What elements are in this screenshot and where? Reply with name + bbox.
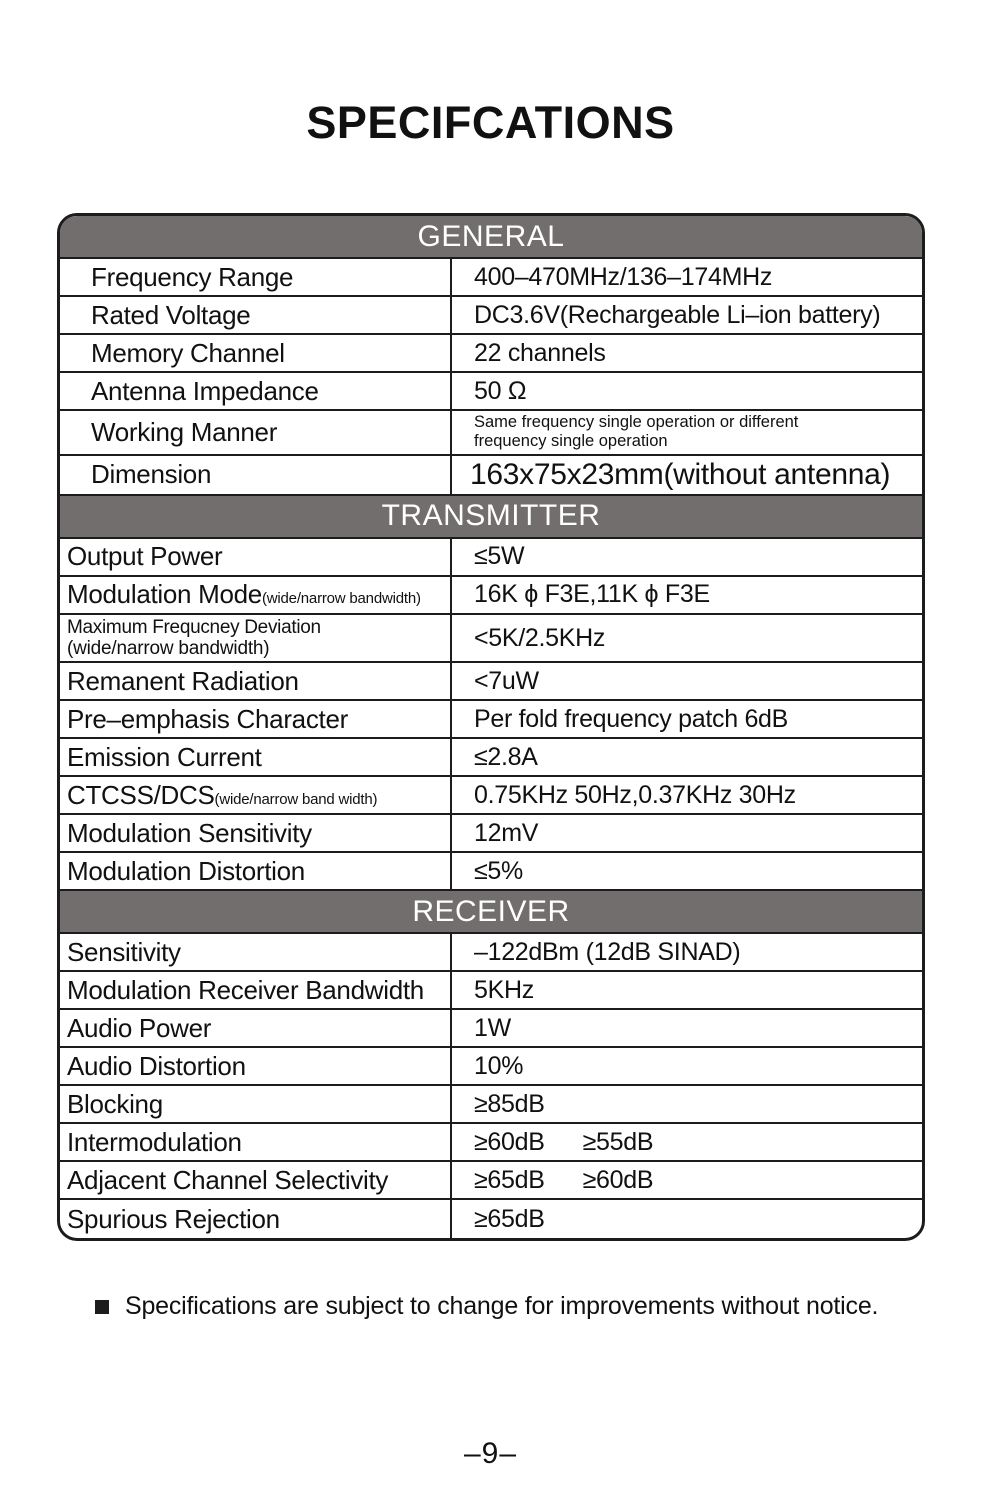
- spec-label: CTCSS/DCS: [67, 779, 215, 810]
- spec-value-cell: [452, 1086, 922, 1122]
- table-row: [60, 739, 922, 777]
- spec-label: Frequency Range: [91, 261, 294, 292]
- spec-value-cell: [452, 701, 922, 737]
- spec-value-cell: [452, 777, 922, 813]
- spec-value-cell: [452, 335, 922, 371]
- footnote-text: Specifications are subject to change for improvements without notice.: [125, 1292, 879, 1320]
- spec-label-cell: [60, 1200, 452, 1238]
- table-row: [60, 663, 922, 701]
- spec-label: Modulation Mode: [67, 579, 262, 610]
- spec-label-cell: [60, 739, 452, 775]
- spec-value-cell: [452, 1048, 922, 1084]
- table-row: [60, 1200, 922, 1238]
- spec-label: Memory Channel: [91, 337, 285, 368]
- spec-value-cell: [452, 815, 922, 851]
- table-row: [60, 1010, 922, 1048]
- spec-label-cell: [60, 411, 452, 454]
- spec-value: 10%: [474, 1051, 524, 1080]
- section-header-general: GENERAL: [60, 216, 922, 259]
- spec-label-cell: [60, 972, 452, 1008]
- spec-label: Rated Voltage: [91, 299, 251, 330]
- spec-value-cell: [452, 1162, 922, 1198]
- table-row: [60, 411, 922, 456]
- spec-label-cell: [60, 297, 452, 333]
- spec-label: Dimension: [91, 459, 212, 490]
- spec-value-cell: [452, 972, 922, 1008]
- spec-label: Modulation Distortion: [67, 855, 305, 886]
- spec-value: DC3.6V(Rechargeable Li–ion battery): [474, 300, 881, 329]
- spec-value-cell: [452, 1010, 922, 1046]
- section-header-transmitter: TRANSMITTER: [60, 496, 922, 539]
- table-row: [60, 1162, 922, 1200]
- spec-value-cell: [452, 934, 922, 970]
- table-row: [60, 259, 922, 297]
- table-row: [60, 456, 922, 496]
- section-header-receiver: RECEIVER: [60, 891, 922, 934]
- spec-value: 163x75x23mm(without antenna): [470, 457, 891, 491]
- spec-value-cell: [452, 456, 922, 494]
- spec-label-suffix: (wide/narrow bandwidth): [67, 638, 270, 660]
- spec-label-cell: [60, 777, 452, 813]
- specifications-table: [57, 213, 925, 1241]
- spec-label-cell: [60, 335, 452, 371]
- spec-label: Sensitivity: [67, 936, 181, 967]
- spec-label-cell: [60, 615, 452, 662]
- spec-label: Modulation Receiver Bandwidth: [67, 974, 424, 1005]
- spec-value: ≥65dB: [474, 1165, 545, 1194]
- section-receiver: [60, 891, 922, 1238]
- square-bullet-icon: [95, 1300, 109, 1314]
- spec-value-cell: [452, 663, 922, 699]
- spec-value: 400–470MHz/136–174MHz: [474, 262, 773, 291]
- spec-value: ≤5W: [474, 542, 525, 571]
- spec-label: Intermodulation: [67, 1126, 242, 1157]
- spec-label: Emission Current: [67, 741, 262, 772]
- spec-label-suffix: (wide/narrow bandwidth): [261, 590, 421, 608]
- spec-label: Spurious Rejection: [67, 1203, 280, 1234]
- spec-label: Remanent Radiation: [67, 665, 299, 696]
- spec-value-cell: [452, 411, 922, 454]
- spec-label-cell: [60, 1086, 452, 1122]
- table-row: [60, 701, 922, 739]
- table-row: [60, 297, 922, 335]
- spec-value: <5K/2.5KHz: [474, 623, 606, 652]
- spec-label: Maximum Frequcney Deviation: [67, 616, 321, 638]
- spec-value: 5KHz: [474, 975, 534, 1004]
- spec-value: ≥65dB: [474, 1204, 545, 1233]
- page-number: –9–: [463, 1437, 518, 1470]
- spec-value-secondary: ≥60dB: [582, 1165, 654, 1194]
- spec-label: Modulation Sensitivity: [67, 817, 312, 848]
- spec-label-cell: [60, 853, 452, 889]
- spec-label-cell: [60, 815, 452, 851]
- spec-value-cell: [452, 259, 922, 295]
- spec-value-cell: [452, 615, 922, 662]
- page-title: SPECIFCATIONS: [306, 97, 675, 148]
- spec-label: Output Power: [67, 541, 223, 572]
- spec-label-cell: [60, 539, 452, 575]
- spec-label-suffix: (wide/narrow band width): [214, 790, 378, 808]
- table-row: [60, 373, 922, 411]
- spec-label-cell: [60, 456, 452, 494]
- spec-value: Same frequency single operation or different frequency single operation: [474, 413, 799, 451]
- table-row: [60, 577, 922, 615]
- table-row: [60, 539, 922, 577]
- spec-label-cell: [60, 1124, 452, 1160]
- spec-value-cell: [452, 1200, 922, 1238]
- spec-label-cell: [60, 1048, 452, 1084]
- table-row: [60, 815, 922, 853]
- spec-label: Adjacent Channel Selectivity: [67, 1164, 389, 1195]
- spec-value-cell: [452, 853, 922, 889]
- spec-label: Audio Power: [67, 1012, 212, 1043]
- spec-label-cell: [60, 1010, 452, 1046]
- spec-label: Working Manner: [91, 416, 278, 447]
- spec-value: <7uW: [474, 666, 539, 695]
- spec-label: Antenna Impedance: [91, 375, 319, 406]
- spec-label-cell: [60, 259, 452, 295]
- spec-label-cell: [60, 1162, 452, 1198]
- spec-value: ≤2.8A: [474, 742, 538, 771]
- spec-value: 22 channels: [474, 338, 606, 367]
- spec-value-cell: [452, 577, 922, 613]
- table-row: [60, 1086, 922, 1124]
- spec-value-cell: [452, 297, 922, 333]
- table-row: [60, 1124, 922, 1162]
- table-row: [60, 853, 922, 891]
- spec-value: 12mV: [474, 818, 539, 847]
- table-row: [60, 972, 922, 1010]
- table-row: [60, 615, 922, 664]
- spec-label: Blocking: [67, 1088, 163, 1119]
- table-row: [60, 335, 922, 373]
- spec-value: 50 Ω: [474, 376, 527, 405]
- spec-label-cell: [60, 701, 452, 737]
- spec-label-cell: [60, 373, 452, 409]
- spec-value: ≥60dB: [474, 1127, 545, 1156]
- spec-label: Audio Distortion: [67, 1050, 246, 1081]
- spec-label: Pre–emphasis Character: [67, 703, 348, 734]
- spec-label-cell: [60, 663, 452, 699]
- section-general: [60, 216, 922, 496]
- spec-value-cell: [452, 1124, 922, 1160]
- spec-value: Per fold frequency patch 6dB: [474, 704, 789, 733]
- footnote: [95, 1292, 935, 1321]
- spec-value-cell: [452, 539, 922, 575]
- section-transmitter: [60, 496, 922, 892]
- spec-value: 0.75KHz 50Hz,0.37KHz 30Hz: [474, 780, 796, 809]
- spec-value-secondary: ≥55dB: [582, 1127, 654, 1156]
- spec-value: ≤5%: [474, 856, 523, 885]
- spec-value-cell: [452, 739, 922, 775]
- table-row: [60, 777, 922, 815]
- spec-value-cell: [452, 373, 922, 409]
- spec-value: 16K ϕ F3E,11K ϕ F3E: [474, 580, 710, 609]
- spec-value: ≥85dB: [474, 1089, 545, 1118]
- spec-value: 1W: [474, 1013, 511, 1042]
- spec-label-cell: [60, 577, 452, 613]
- spec-value: –122dBm (12dB SINAD): [474, 937, 741, 966]
- spec-label-cell: [60, 934, 452, 970]
- table-row: [60, 1048, 922, 1086]
- table-row: [60, 934, 922, 972]
